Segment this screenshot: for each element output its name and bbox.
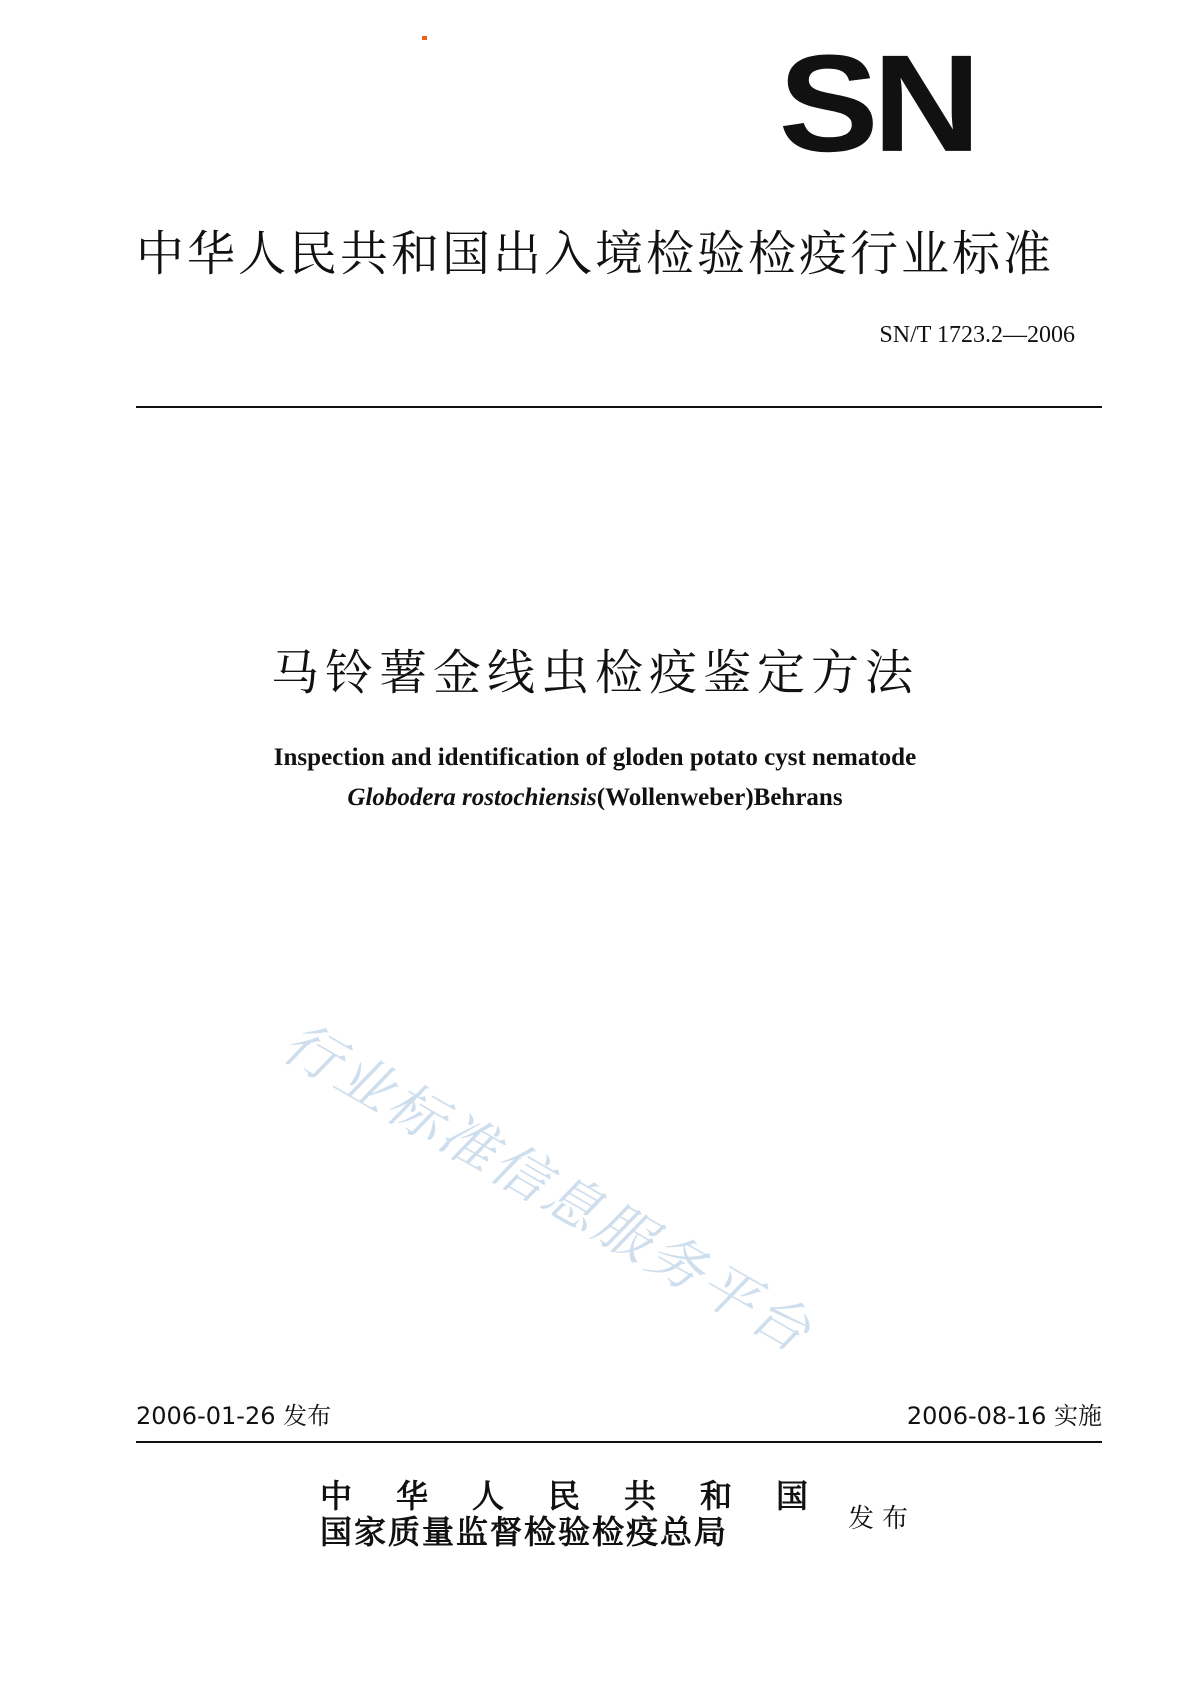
issuer-block [320,1478,852,1550]
top-divider [136,406,1102,408]
document-title-en [0,738,1190,818]
orange-mark [422,36,427,40]
species-name: Globodera rostochiensis [347,784,597,811]
species-authority: (Wollenweber)Behrans [596,784,843,811]
bottom-divider [136,1441,1102,1443]
implementation-date: 2006-08-16 实施 [906,1402,1102,1430]
title-en-line2 [0,778,1190,818]
issuer-line1: 中华人民共和国 [320,1477,853,1515]
document-title-cn: 马铃薯金线虫检疫鉴定方法 [270,645,919,701]
issuer-suffix: 发布 [848,1504,917,1534]
title-en-line1: Inspection and identification of gloden potato cyst nematode [273,744,917,771]
watermark: 行业标准信息服务平台 [271,1010,824,1367]
standard-category-title: 中华人民共和国出入境检验检疫行业标准 [135,226,1054,282]
standard-code: SN/T 1723.2—2006 [879,322,1075,348]
issue-date: 2006-01-26 发布 [136,1402,332,1430]
issuer-line2: 国家质量监督检验检疫总局 [320,1513,729,1551]
sn-logo: SN [778,25,975,181]
